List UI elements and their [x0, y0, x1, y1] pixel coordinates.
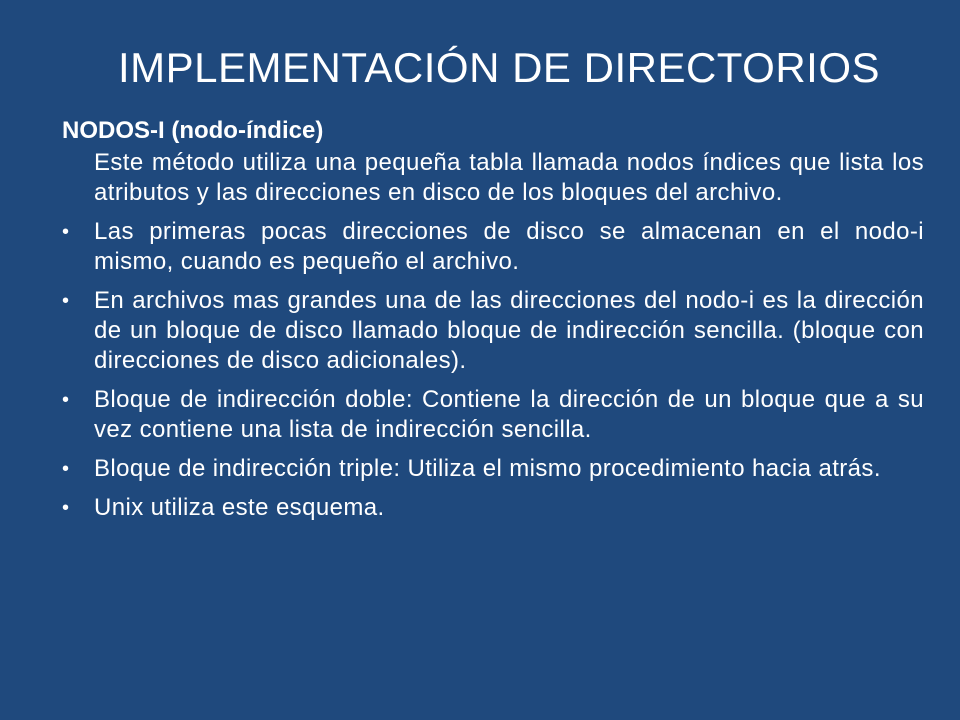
bullet-list: [62, 217, 924, 523]
bullet-item: [62, 385, 924, 445]
slide-title: IMPLEMENTACIÓN DE DIRECTORIOS: [118, 44, 881, 91]
bullet-icon: •: [62, 389, 70, 411]
bullet-item: [62, 286, 924, 376]
bullet-text: Bloque de indirección doble: Contiene la dirección de un bloque que a su vez contiene una lista de indirección sencilla.: [94, 386, 924, 443]
intro-paragraph: Este método utiliza una pequeña tabla llamada nodos índices que lista los atributos y las direcciones en disco de los bloques del archivo.: [94, 149, 924, 206]
bullet-text: Bloque de indirección triple: Utiliza el mismo procedimiento hacia atrás.: [94, 455, 881, 482]
bullet-text: En archivos mas grandes una de las direcciones del nodo-i es la dirección de un bloque de disco llamado bloque de indirección sencilla. (bloque con direcciones de disco adicionales).: [94, 287, 924, 374]
bullet-text: Unix utiliza este esquema.: [94, 494, 385, 521]
bullet-icon: •: [62, 221, 70, 243]
bullet-icon: •: [62, 458, 70, 480]
bullet-item: [62, 493, 924, 523]
bullet-item: [62, 217, 924, 277]
bullet-text: Las primeras pocas direcciones de disco se almacenan en el nodo-i mismo, cuando es pequeño el archivo.: [94, 218, 924, 275]
bullet-item: [62, 454, 924, 484]
slide-content: [62, 116, 924, 532]
bullet-icon: •: [62, 497, 70, 519]
bullet-icon: •: [62, 290, 70, 312]
section-subheading: NODOS-I (nodo-índice): [62, 117, 324, 144]
